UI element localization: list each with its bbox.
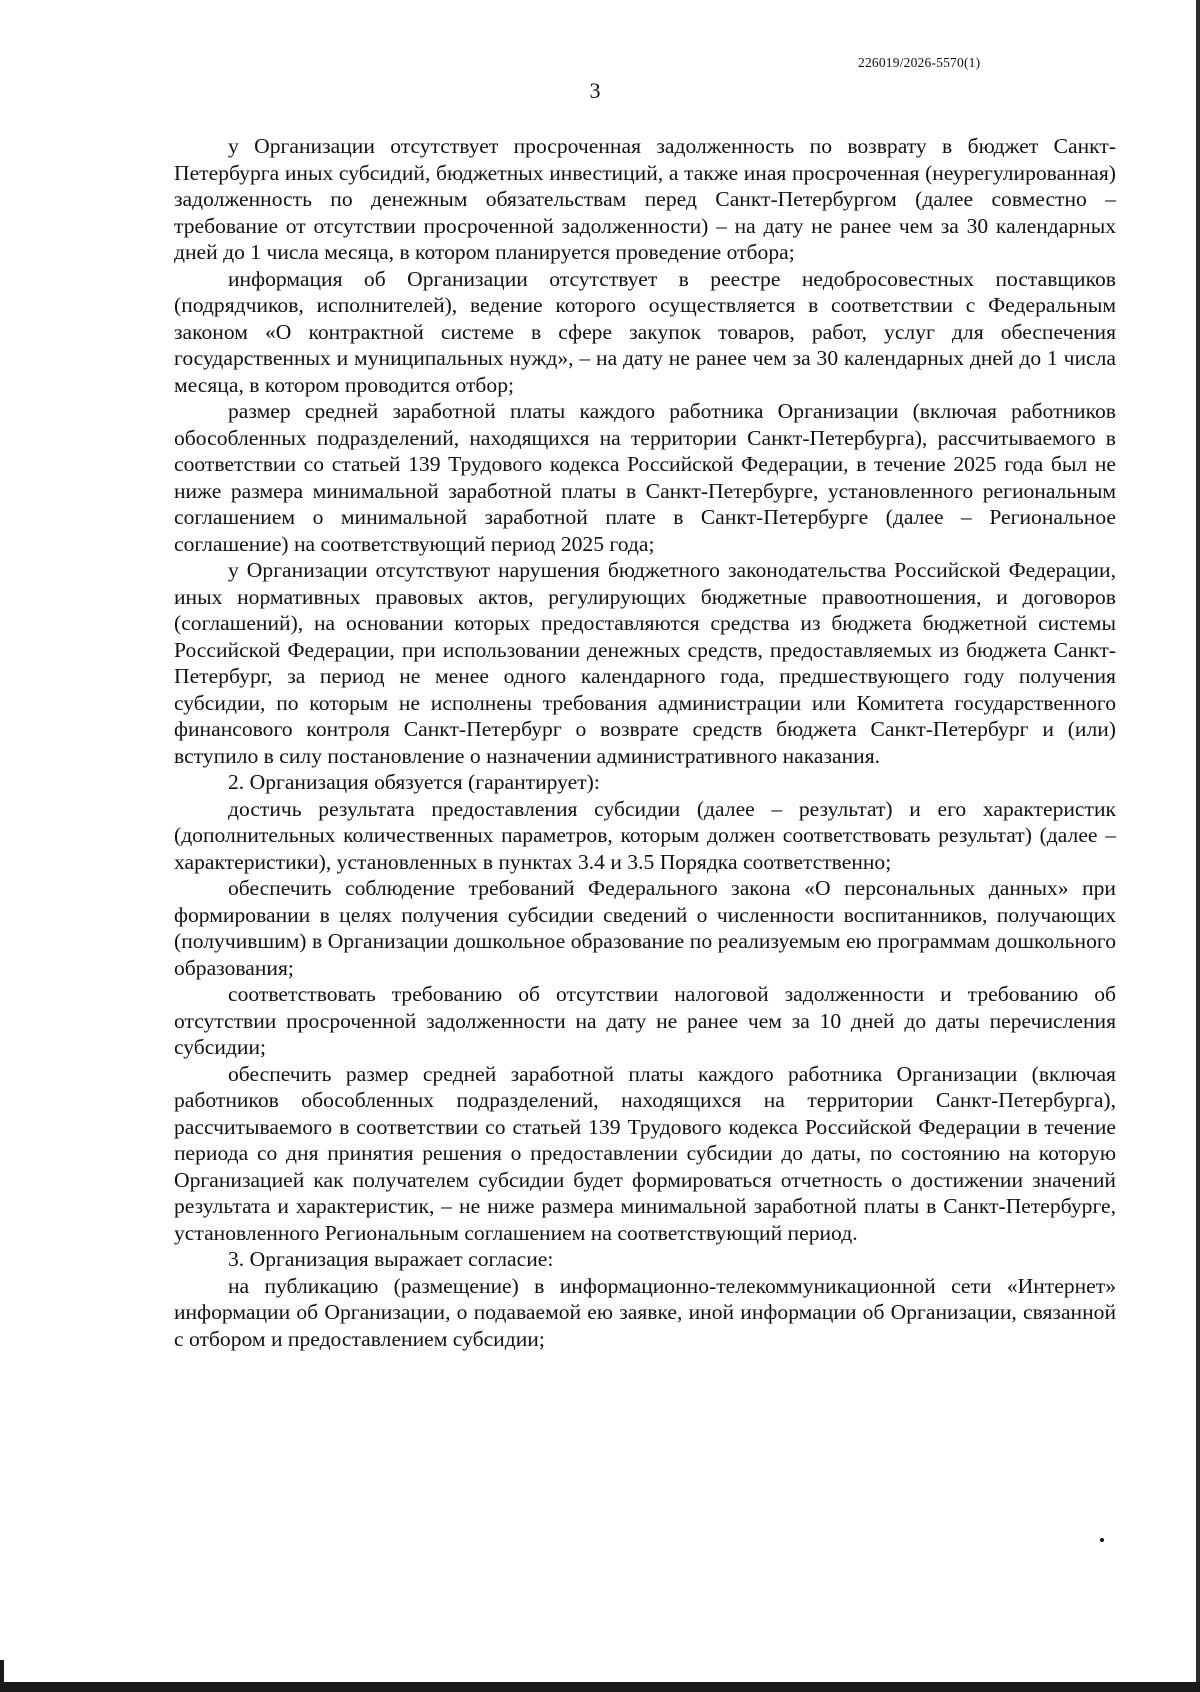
scan-border-bottom bbox=[0, 1682, 1200, 1692]
paragraph-personal-data: обеспечить соблюдение требований Федерального закона «О персональных данных» при формировании в целях получения субсидии сведений о численности воспитанников, получающих (получившим) в Организации дошкольное образование по реализуемым ею программам дошкольного образования; bbox=[174, 876, 1116, 980]
paragraph-salary-guarantee: обеспечить размер средней заработной платы каждого работника Организации (включая работников обособленных подразделений, находящихся на территории Санкт-Петербурга), рассчитываемого в соответствии со статьей 139 Трудового кодекса Российской Федерации в течение периода со дня принятия решения о предоставлении субсидии до даты, по состоянию на которую Организацией как получателем субсидии будет формироваться отчетность о достижении значений результата и характеристик, – не ниже размера минимальной заработной платы в Санкт-Петербурге, установленного Региональным соглашением на соответствующий период. bbox=[174, 1061, 1116, 1245]
paragraph-no-tax-debt: соответствовать требованию об отсутствии налоговой задолженности и требованию об отсутствии просроченной задолженности на дату не ранее чем за 10 дней до даты перечисления субсидии; bbox=[174, 982, 1116, 1059]
page-number: 3 bbox=[589, 78, 601, 103]
paragraph-unfair-suppliers-registry: информация об Организации отсутствует в реестре недобросовестных поставщиков (подрядчиков, исполнителей), ведение которого осуществляется в соответствии с Федеральным законом «О контрактной системе в сфере закупок товаров, работ, услуг для обеспечения государственных и муниципальных нужд», – на дату не ранее чем за 30 календарных дней до 1 числа месяца, в котором проводится отбор; bbox=[174, 266, 1116, 397]
scan-border-right bbox=[1196, 0, 1200, 1692]
section-heading-consent: 3. Организация выражает согласие: bbox=[228, 1247, 554, 1271]
paragraph-achieve-result: достичь результата предоставления субсидии (далее – результат) и его характеристик (дополнительных количественных параметров, которым должен соответствовать результат) (далее – характеристики), установленных в пунктах 3.4 и 3.5 Порядка соответственно; bbox=[174, 796, 1116, 874]
paragraph-average-salary-2025: размер средней заработной платы каждого работника Организации (включая работников обособленных подразделений, находящихся на территории Санкт-Петербурга), рассчитываемого в соответствии со статьей 139 Трудового кодекса Российской Федерации, в течение 2025 года был не ниже размера минимальной заработной платы в Санкт-Петербурге, установленного региональным соглашением о минимальной заработной плате в Санкт-Петербурге (далее – Региональное соглашение) на соответствующий период 2025 года; bbox=[174, 399, 1116, 556]
registration-number: 226019/2026-5570(1) bbox=[858, 55, 981, 70]
section-heading-obligations: 2. Организация обязуется (гарантирует): bbox=[228, 770, 600, 794]
paragraph-no-overdue-debt: у Организации отсутствует просроченная задолженность по возврату в бюджет Санкт-Петербурга иных субсидий, бюджетных инвестиций, а также иная просроченная (неурегулированная) задолженность по денежным обязательствам перед Санкт-Петербургом (далее совместно – требование от отсутствии просроченной задолженности) – на дату не ранее чем за 30 календарных дней до 1 числа месяца, в котором планируется проведение отбора; bbox=[174, 134, 1116, 264]
scan-border-left bbox=[0, 1660, 4, 1692]
paragraph-publication-consent: на публикацию (размещение) в информационно-телекоммуникационной сети «Интернет» информации об Организации, о подаваемой ею заявке, иной информации об Организации, связанной с отбором и предоставлением субсидии; bbox=[174, 1273, 1116, 1351]
paragraph-budget-violations: у Организации отсутствуют нарушения бюджетного законодательства Российской Федерации, иных нормативных правовых актов, регулирующих бюджетные правоотношения, и договоров (соглашений), на основании которых предоставляются средства из бюджета бюджетной системы Российской Федерации, при использовании денежных средств, предоставляемых из бюджета Санкт-Петербург, за период не менее одного календарного года, предшествующего году получения субсидии, по которым не исполнены требования администрации или Комитета государственного финансового контроля Санкт-Петербург о возврате средств бюджета Санкт-Петербург и (или) вступило в силу постановление о назначении административного наказания. bbox=[174, 558, 1116, 768]
scan-speck bbox=[1100, 1538, 1104, 1542]
document-body bbox=[174, 133, 1116, 1352]
